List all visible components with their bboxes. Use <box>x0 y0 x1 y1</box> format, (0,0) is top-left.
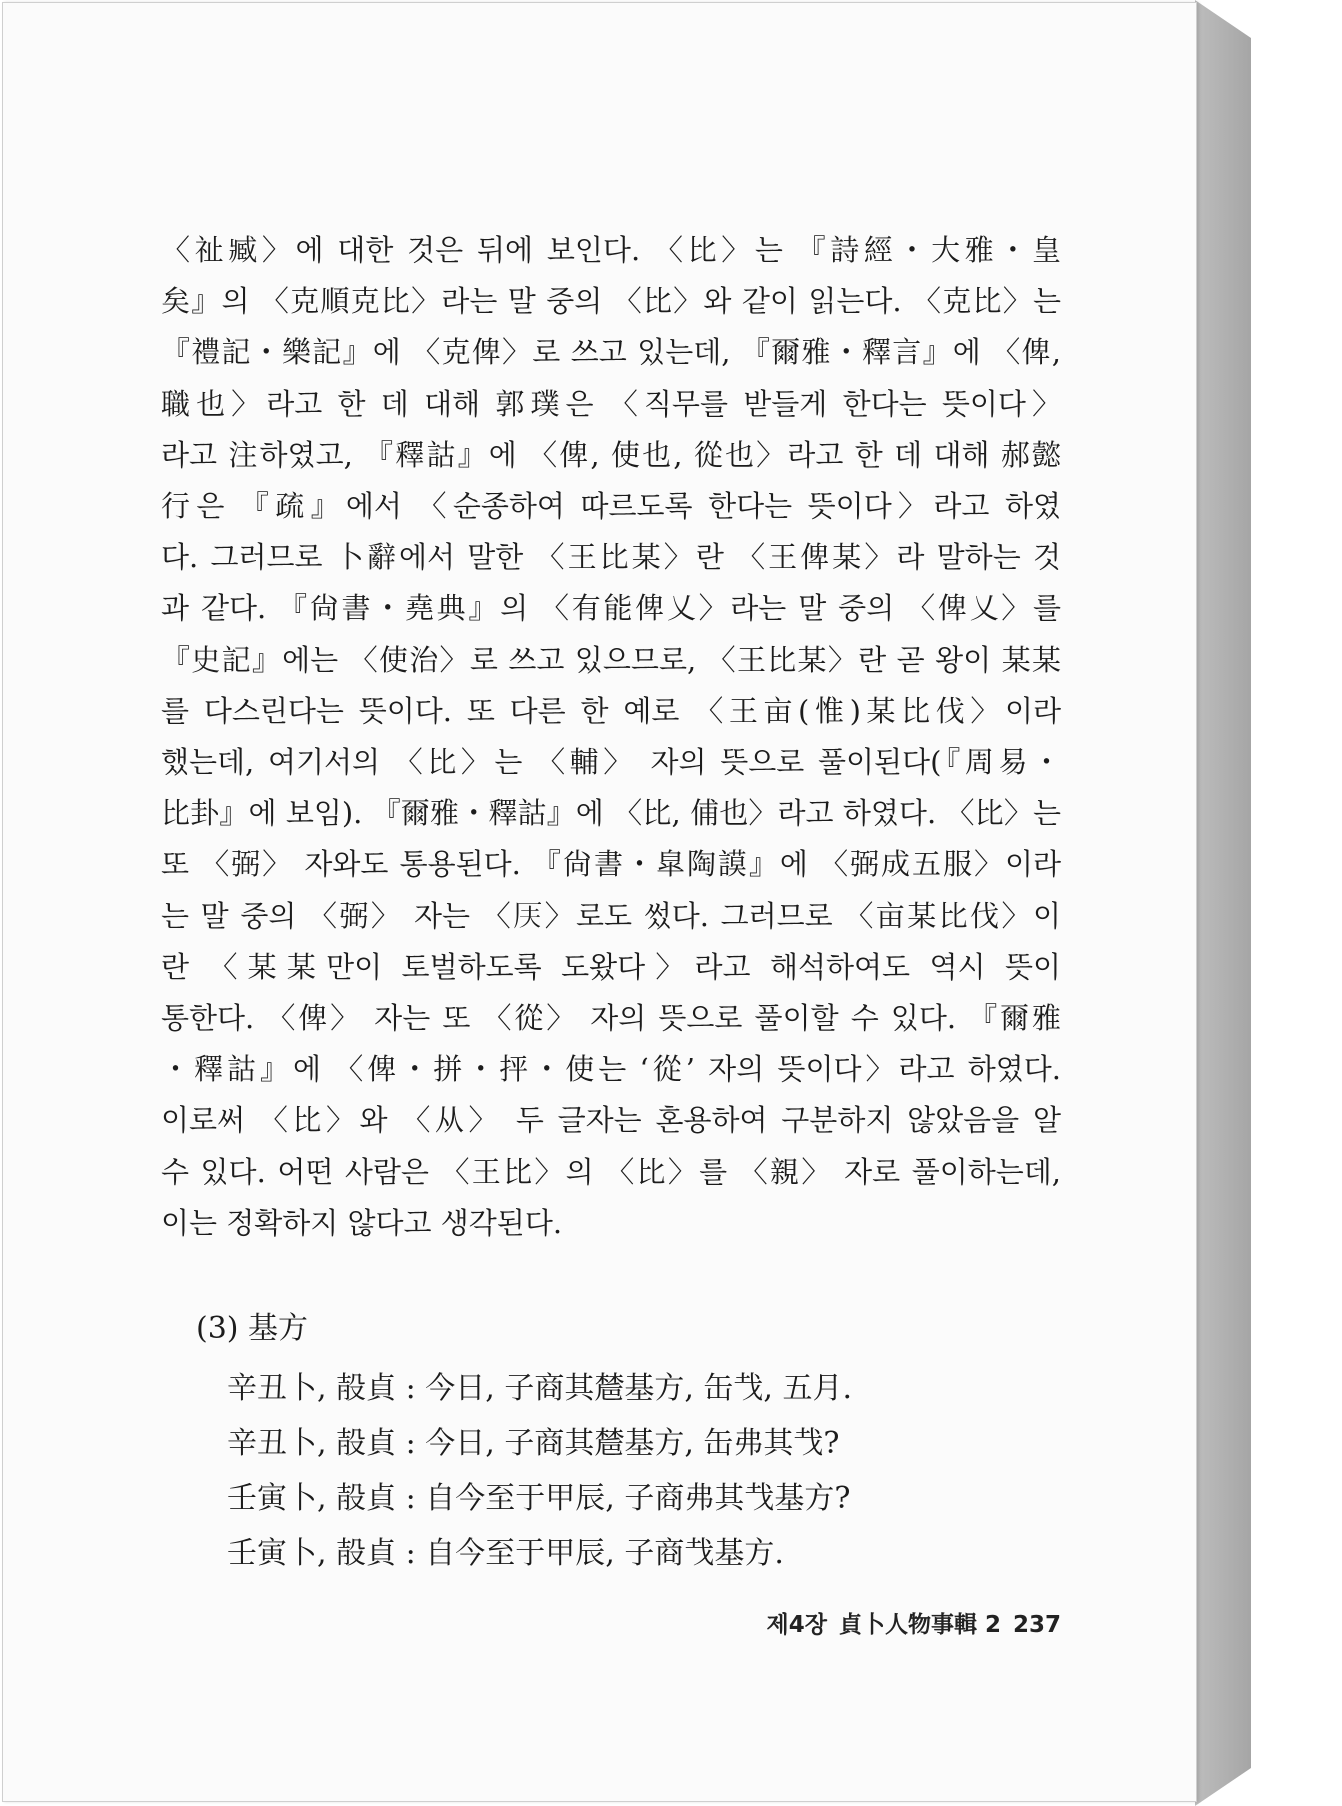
section-heading: (3) 基方 <box>196 1311 309 1346</box>
text-line: 職也〉라고 한 데 대해 郭璞은 〈직무를 받들게 한다는 뜻이다〉 <box>161 386 1061 421</box>
text-line: 『禮記・樂記』에 〈克俾〉로 쓰고 있는데, 『爾雅・釋言』에 〈俾, <box>161 335 1061 370</box>
page-number: 237 <box>1012 1612 1061 1638</box>
text-line: 를 다스린다는 뜻이다. 또 다른 한 예로 〈王亩(惟)某比伐〉이라 <box>161 693 1061 728</box>
text-line: 했는데, 여기서의 〈比〉는 〈輔〉 자의 뜻으로 풀이된다(『周易・ <box>161 745 1061 780</box>
running-footer <box>721 1607 1061 1643</box>
text-line: 이는 정확하지 않다고 생각된다. <box>161 1205 563 1240</box>
body-paragraph <box>161 225 1061 1249</box>
text-line: ・釋詁』에 〈俾・拼・抨・使는 ‘從’ 자의 뜻이다〉라고 하였다. <box>161 1052 1061 1087</box>
text-line: 『史記』에는 〈使治〉로 쓰고 있으므로, 〈王比某〉란 곧 왕이 某某 <box>161 642 1061 677</box>
inscription-line: 辛丑卜, 㱿貞 : 今日, 子商其㯄基方, 缶𢦏, 五月. <box>227 1371 853 1406</box>
page <box>2 2 1197 1802</box>
text-line: 수 있다. 어떤 사람은 〈王比〉의 〈比〉를 〈親〉 자로 풀이하는데, <box>161 1154 1061 1189</box>
text-line: 이로써 〈比〉와 〈从〉 두 글자는 혼용하여 구분하지 않았음을 알 <box>161 1103 1061 1138</box>
text-line: 란 〈某某만이 토벌하도록 도왔다〉라고 해석하여도 역시 뜻이 <box>161 949 1061 984</box>
text-line: 다. 그러므로 卜辭에서 말한 〈王比某〉란 〈王俾某〉라 말하는 것 <box>161 540 1061 575</box>
text-line: 또 〈弼〉 자와도 통용된다. 『尙書・皐陶謨』에 〈弼成五服〉이라 <box>161 847 1061 882</box>
text-line: 〈祉臧〉에 대한 것은 뒤에 보인다. 〈比〉는 『詩經・大雅・皇 <box>161 233 1061 267</box>
text-line: 行은 『疏』에서 〈순종하여 따르도록 한다는 뜻이다〉라고 하였 <box>161 489 1061 524</box>
text-line: 과 같다. 『尙書・堯典』의 〈有能俾乂〉라는 말 중의 〈俾乂〉를 <box>161 591 1061 626</box>
chapter-label: 제4장 <box>766 1612 827 1638</box>
inscription-line: 辛丑卜, 㱿貞 : 今日, 子商其㯄基方, 缶弗其𢦏? <box>227 1426 840 1461</box>
text-line: 矣』의 〈克順克比〉라는 말 중의 〈比〉와 같이 읽는다. 〈克比〉는 <box>161 284 1061 319</box>
text-line: 라고 注하였고, 『釋詁』에 〈俾, 使也, 從也〉라고 한 데 대해 郝懿 <box>161 437 1061 472</box>
text-line: 통한다. 〈俾〉 자는 또 〈從〉 자의 뜻으로 풀이할 수 있다. 『爾雅 <box>161 1001 1061 1036</box>
text-line: 는 말 중의 〈弼〉 자는 〈𠨶〉로도 썼다. 그러므로 〈亩某比伐〉이 <box>161 898 1061 933</box>
chapter-title: 貞卜人物事輯 2 <box>838 1612 1001 1638</box>
inscription-line: 壬寅卜, 㱿貞 : 自今至于甲辰, 子商弗其𢦏基方? <box>227 1481 851 1516</box>
text-line: 比卦』에 보임). 『爾雅・釋詁』에 〈比, 俌也〉라고 하였다. 〈比〉는 <box>161 796 1061 831</box>
book-spine <box>1195 0 1275 1806</box>
inscription-list <box>227 1361 852 1581</box>
inscription-line: 壬寅卜, 㱿貞 : 自今至于甲辰, 子商𢦏基方. <box>227 1536 784 1571</box>
